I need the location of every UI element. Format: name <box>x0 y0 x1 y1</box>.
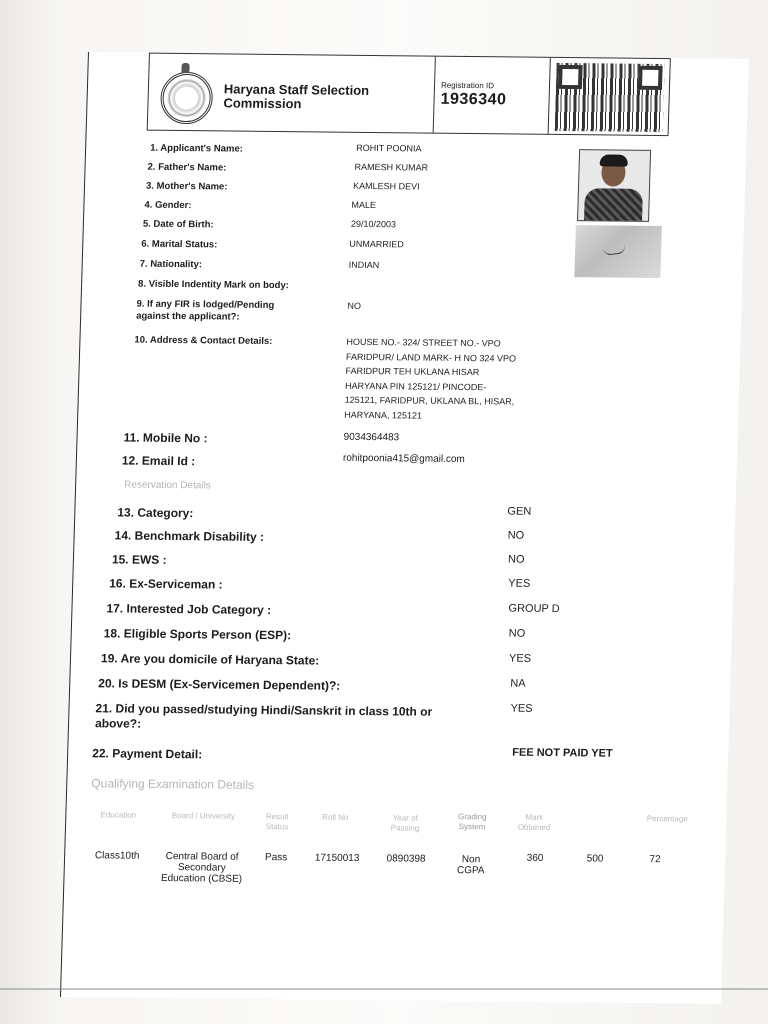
field-dob <box>143 219 214 231</box>
qr-code-icon <box>555 63 665 132</box>
field-value <box>510 678 526 690</box>
field-hindi-sanskrit <box>95 701 433 735</box>
field-domicile <box>101 651 320 667</box>
field-sports-person <box>104 626 292 642</box>
address-block <box>344 335 517 424</box>
reservation-heading: Reservation Details <box>123 479 212 492</box>
field-category <box>117 505 193 520</box>
field-job-category <box>106 601 271 617</box>
value-text: GEN <box>507 505 532 518</box>
field-label: 11. Mobile No : <box>123 430 208 446</box>
photo-hair <box>600 154 628 166</box>
field-father-name <box>147 162 226 174</box>
field-label: 7. Nationality: <box>139 258 203 271</box>
field-value: 9034364483 <box>343 431 400 444</box>
field-value <box>508 578 530 590</box>
value-text: YES <box>510 702 533 715</box>
field-label: 17. Interested Job Category : <box>106 601 272 618</box>
organization-name <box>223 82 369 112</box>
field-label: 5. Date of Birth: <box>142 218 214 231</box>
registration-id: 1936340 <box>440 90 507 109</box>
field-label: 8. Visible Indentity Mark on body: <box>137 278 290 292</box>
board-line: Education (CBSE) <box>160 872 243 885</box>
address-line: HARYANA, 125121 <box>344 409 423 421</box>
field-address <box>134 335 272 347</box>
header-divider <box>433 57 436 133</box>
field-value: rohitpoonia415@gmail.com <box>342 452 465 466</box>
field-value: UNMARRIED <box>349 238 404 250</box>
applicant-photo <box>577 149 651 222</box>
haryana-emblem-icon <box>160 72 214 125</box>
board-line: Central Board of <box>165 851 239 863</box>
value-text: GROUP D <box>508 602 560 616</box>
org-line-1: Haryana Staff Selection <box>223 81 370 98</box>
field-value <box>512 747 613 760</box>
field-value <box>507 506 531 518</box>
field-label: 10. Address & Contact Details: <box>134 334 273 348</box>
col-header-marks: Mark Obtained <box>517 812 551 833</box>
cell-year: 0890398 <box>386 853 426 865</box>
address-line: FARIDPUR TEH UKLANA HISAR <box>345 365 480 378</box>
cell-grading <box>449 854 494 876</box>
field-ex-serviceman <box>109 576 223 591</box>
address-line: HOUSE NO.- 324/ STREET NO.- VPO <box>346 336 501 349</box>
field-value <box>508 554 525 566</box>
header-box <box>147 53 671 136</box>
field-label: 14. Benchmark Disability : <box>114 528 265 544</box>
field-applicant-name <box>150 143 243 155</box>
field-label: 22. Payment Detail: <box>91 746 203 762</box>
field-label: 6. Marital Status: <box>141 238 218 251</box>
grading-line: Non <box>461 854 481 866</box>
cell-board <box>156 851 247 885</box>
field-value: MALE <box>351 199 377 211</box>
address-line: HARYANA PIN 125121/ PINCODE- <box>344 380 487 392</box>
field-mobile <box>123 430 207 445</box>
col-header-grading: Grading System <box>457 812 487 832</box>
cell-marks: 360 <box>526 852 544 864</box>
field-mother-name <box>146 181 228 193</box>
applicant-signature <box>574 225 662 278</box>
field-label: 2. Father's Name: <box>147 161 227 174</box>
address-line: FARIDPUR/ LAND MARK- H NO 324 VPO <box>345 351 517 364</box>
header-divider <box>548 58 551 134</box>
field-identity-mark <box>138 279 289 292</box>
value-text: NO <box>507 553 525 566</box>
value-text: NO <box>507 529 525 542</box>
org-line-2: Commission <box>223 95 302 112</box>
field-label: 16. Ex-Serviceman : <box>109 576 223 592</box>
field-label: 1. Applicant's Name: <box>149 142 244 155</box>
field-value <box>509 653 531 665</box>
field-label: 3. Mother's Name: <box>145 180 228 193</box>
field-label: 15. EWS : <box>111 552 167 567</box>
field-value <box>507 530 524 542</box>
value-text: YES <box>508 652 532 665</box>
photo-shirt <box>584 188 643 222</box>
application-sheet <box>60 52 749 1004</box>
field-label: against the applicant?: <box>136 310 240 323</box>
value-text: NO <box>508 627 526 640</box>
value-text: FEE NOT PAID YET <box>512 746 613 760</box>
field-value: 29/10/2003 <box>350 218 397 230</box>
field-label: 21. Did you passed/studying Hindi/Sanskrit in class 10th or <box>95 701 433 719</box>
field-value <box>508 603 559 616</box>
field-value: NO <box>347 300 362 311</box>
field-value: INDIAN <box>348 259 380 271</box>
field-email <box>122 453 196 468</box>
field-fir <box>136 299 274 324</box>
field-label: 13. Category: <box>117 505 194 521</box>
value-text: YES <box>508 577 531 590</box>
field-value <box>510 703 532 715</box>
page-bottom-edge <box>0 988 768 990</box>
field-value: KAMLESH DEVI <box>352 180 420 192</box>
value-text: NA <box>510 677 526 690</box>
field-value: RAMESH KUMAR <box>354 161 429 173</box>
field-label: 20. Is DESM (Ex-Servicemen Dependent)?: <box>98 676 341 693</box>
field-payment <box>92 746 202 761</box>
field-value: ROHIT POONIA <box>356 142 422 154</box>
col-header-roll-no: Roll No <box>322 812 349 822</box>
col-header-percentage: Percentage <box>646 814 688 824</box>
cell-result: Pass <box>264 852 288 864</box>
field-label: above?: <box>94 716 142 731</box>
field-nationality <box>140 259 203 271</box>
address-line: 125121, FARIDPUR, UKLANA BL, HISAR, <box>344 394 515 407</box>
field-label: 18. Eligible Sports Person (ESP): <box>103 626 292 643</box>
field-benchmark-disability <box>114 528 264 544</box>
col-header-board: Board / University <box>171 811 236 821</box>
col-header-education: Education <box>100 810 137 820</box>
cell-roll-no: 17150013 <box>314 852 360 865</box>
registration-label: Registration ID <box>440 80 495 91</box>
field-desm <box>98 676 340 693</box>
field-marital-status <box>141 239 217 251</box>
col-header-result: Result Status <box>265 812 289 832</box>
field-label: 12. Email Id : <box>121 453 196 469</box>
field-label: 4. Gender: <box>144 199 192 212</box>
cell-percentage: 72 <box>649 854 661 866</box>
field-value <box>509 628 526 640</box>
field-label: 9. If any FIR is lodged/Pending <box>136 298 275 312</box>
board-line: Secondary <box>177 862 226 874</box>
cell-education: Class10th <box>94 850 140 862</box>
grading-line: CGPA <box>456 865 485 877</box>
cell-total: 500 <box>586 853 604 865</box>
qualifying-heading: Qualifying Examination Details <box>91 776 255 792</box>
field-gender <box>144 200 191 211</box>
field-label: 19. Are you domicile of Haryana State: <box>100 651 320 668</box>
field-ews <box>112 552 167 567</box>
col-header-year: Year of Passing <box>390 813 420 833</box>
